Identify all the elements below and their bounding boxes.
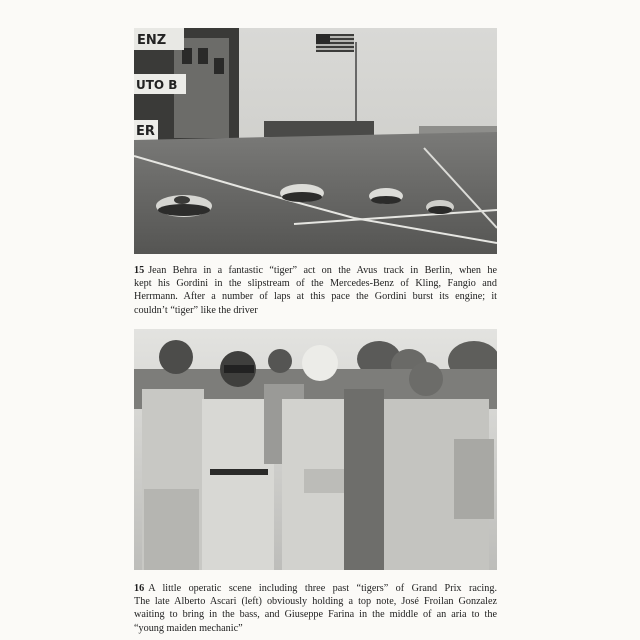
caption-15-line-1: Jean Behra in a fantastic “tiger” act on the Avus track in Berlin, when he	[148, 265, 497, 276]
caption-16-line-2: The late Alberto Ascari (left) obviously holding a top note, José Froilan Gonzalez	[134, 596, 497, 608]
caption-15-line-3: Herrmann. After a number of laps at this pace the Gordini burst its engine; it	[134, 291, 497, 303]
caption-15	[134, 264, 497, 317]
caption-15-number: 15	[134, 265, 145, 276]
photo-drivers-group	[134, 329, 497, 570]
caption-15-line-4: couldn’t “tiger” like the driver	[134, 304, 258, 316]
caption-16	[134, 582, 497, 635]
race-car-behra	[156, 195, 212, 217]
caption-15-line-2: kept his Gordini in the slipstream of the Mercedes-Benz of Kling, Fangio and	[134, 278, 497, 290]
race-car-kling	[280, 184, 324, 202]
avus-track-photo	[134, 28, 497, 254]
caption-16-number: 16	[134, 583, 145, 594]
race-car-herrmann	[426, 200, 454, 214]
caption-16-line-1: A little operatic scene including three past “tigers” of Grand Prix racing.	[148, 583, 497, 594]
flag	[316, 34, 354, 52]
race-car-fangio	[369, 188, 403, 204]
caption-16-line-4: “young maiden mechanic”	[134, 622, 243, 634]
photo-avus-track	[134, 28, 497, 254]
sign-mid-text: UTO B	[136, 78, 178, 92]
sign-top-text: ENZ	[137, 33, 167, 48]
drivers-group-photo	[134, 329, 497, 570]
caption-16-line-3: waiting to bring in the bass, and Giuseppe Farina in the middle of an aria to the	[134, 609, 497, 621]
sign-low-text: ER	[136, 124, 155, 139]
